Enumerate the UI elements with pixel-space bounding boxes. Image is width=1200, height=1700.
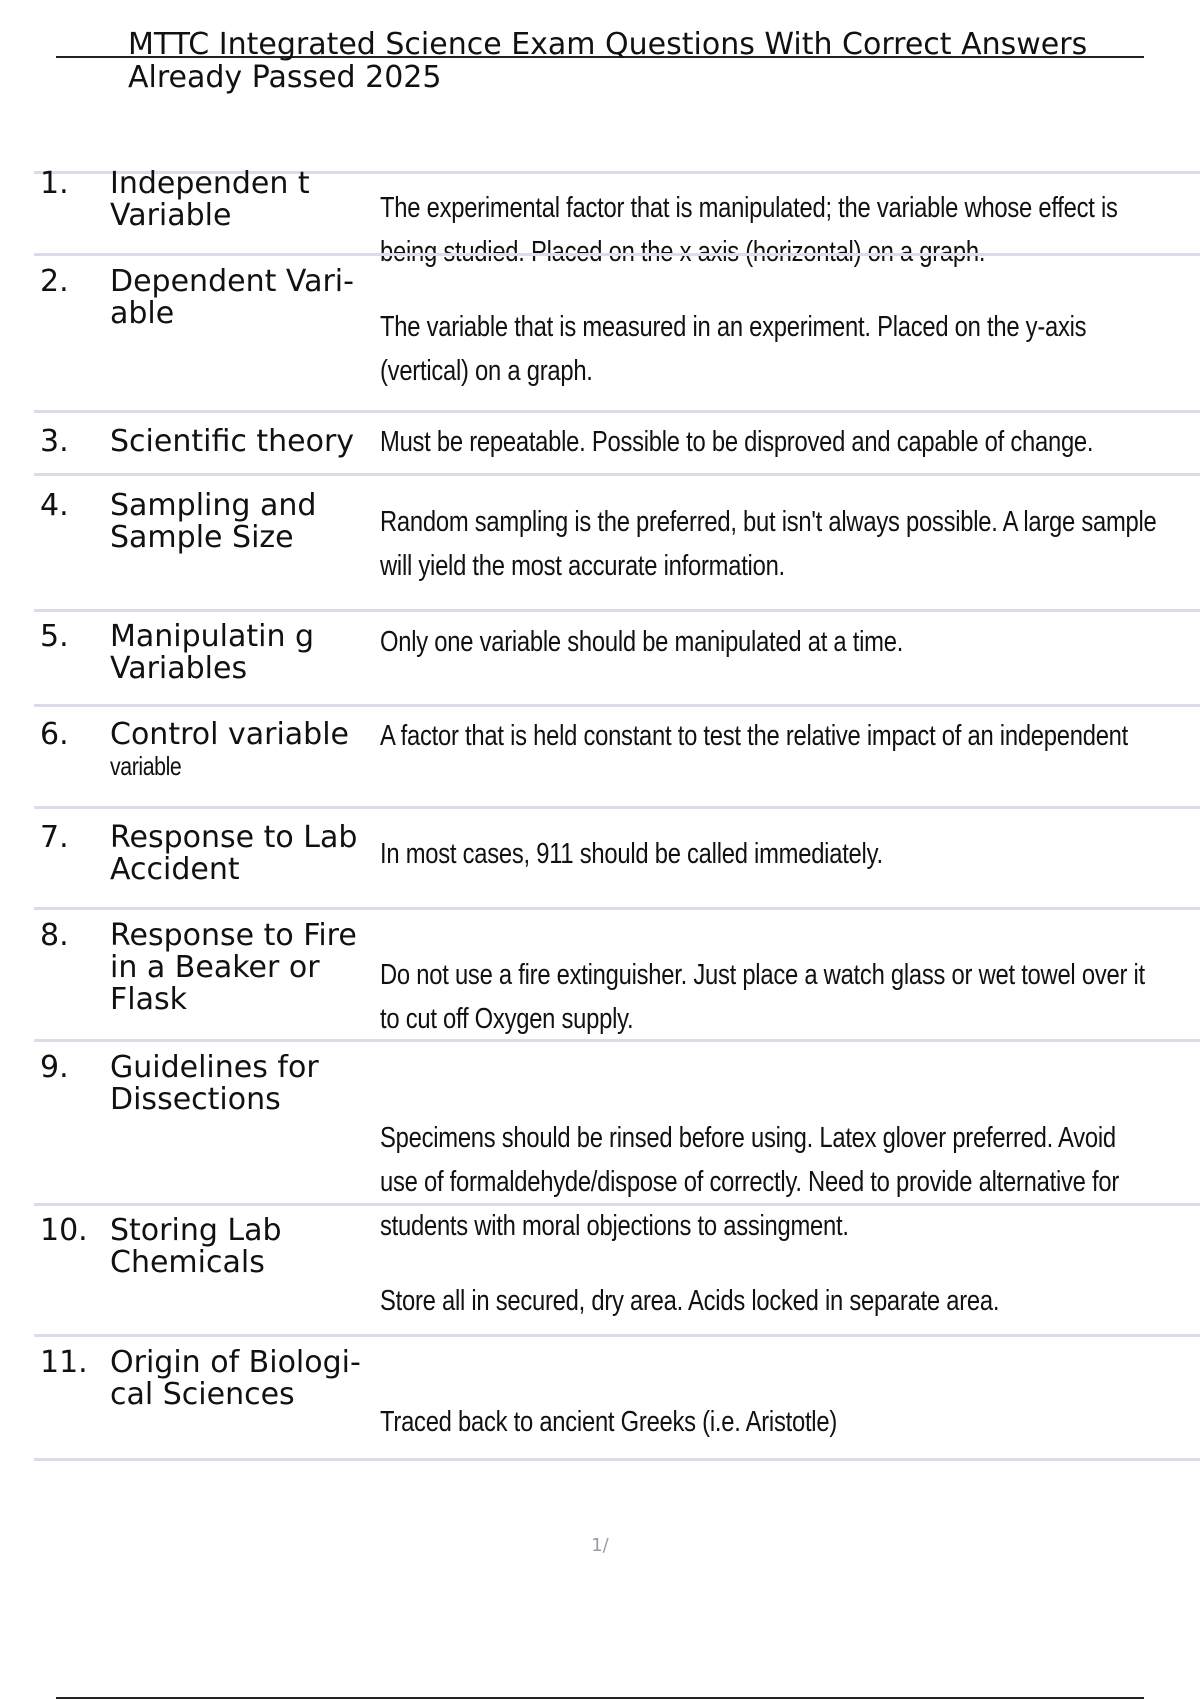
item-definition-text: Random sampling is the preferred, but isn't always possible. A large sample will yield the most accurate information. bbox=[380, 506, 1157, 582]
item-term: Sampling and Sample Size bbox=[110, 488, 317, 555]
item-number: 1. bbox=[40, 166, 69, 201]
item-definition bbox=[380, 420, 1160, 464]
item-number: 11. bbox=[40, 1345, 88, 1380]
row-divider bbox=[34, 1458, 1200, 1461]
item-definition bbox=[380, 500, 1160, 588]
item-definition bbox=[380, 953, 1160, 1041]
item-definition bbox=[380, 1400, 1160, 1444]
item-term: Guidelines for Dissections bbox=[110, 1050, 319, 1117]
page-number: 1/ bbox=[591, 1535, 609, 1556]
item-number: 8. bbox=[40, 918, 69, 953]
footer-rule bbox=[56, 1697, 1144, 1699]
item-definition bbox=[380, 714, 1200, 758]
row-divider bbox=[34, 473, 1200, 476]
item-term: Origin of Biologi- cal Sciences bbox=[110, 1345, 361, 1412]
item-number: 2. bbox=[40, 264, 69, 299]
row-divider bbox=[34, 1203, 1200, 1206]
item-definition-text: In most cases, 911 should be called immediately. bbox=[380, 838, 883, 870]
item-definition bbox=[380, 620, 1160, 664]
item-number: 10. bbox=[40, 1213, 88, 1248]
item-number: 7. bbox=[40, 820, 69, 855]
item-term: Manipulatin g Variables bbox=[110, 619, 315, 686]
item-definition-text: The experimental factor that is manipulated; the variable whose effect is being studied. Placed on the x axis (horizontal) on a graph. bbox=[380, 192, 1118, 268]
item-definition-text: The variable that is measured in an experiment. Placed on the y-axis (vertical) on a graph. bbox=[380, 311, 1087, 387]
row-divider bbox=[34, 609, 1200, 612]
item-term: Response to Lab Accident bbox=[110, 820, 358, 887]
page-title: MTTC Integrated Science Exam Questions With Correct Answers Already Passed 2025 bbox=[128, 27, 1088, 95]
item-definition-text: Store all in secured, dry area. Acids locked in separate area. bbox=[380, 1285, 1000, 1317]
item-term: Scientific theory bbox=[110, 424, 355, 459]
item-definition-text: A factor that is held constant to test the relative impact of an independent bbox=[380, 720, 1129, 752]
item-term: Response to Fire in a Beaker or Flask bbox=[110, 918, 357, 1017]
item-definition-text: Specimens should be rinsed before using. Latex glover preferred. Avoid use of formaldehyde/dispose of correctly. Need to provide alternative for students with moral objections to assingment. bbox=[380, 1122, 1119, 1242]
item-definition-text: Only one variable should be manipulated at a time. bbox=[380, 626, 904, 658]
item-definition-text: Do not use a fire extinguisher. Just place a watch glass or wet towel over it to cut off Oxygen supply. bbox=[380, 959, 1145, 1035]
item-definition-text: Traced back to ancient Greeks (i.e. Aristotle) bbox=[380, 1406, 837, 1438]
item-term: Dependent Vari- able bbox=[110, 264, 354, 331]
row-divider bbox=[34, 907, 1200, 910]
item-definition bbox=[380, 305, 1160, 393]
item-number: 3. bbox=[40, 424, 69, 459]
item-definition bbox=[380, 1279, 1160, 1323]
item-term-text: Control variable bbox=[110, 717, 350, 752]
item-term: Independen t Variable bbox=[110, 166, 310, 233]
row-divider bbox=[34, 704, 1200, 707]
item-term-overflow: variable bbox=[110, 751, 182, 781]
item-definition bbox=[380, 186, 1160, 274]
row-divider bbox=[34, 253, 1200, 256]
item-term bbox=[110, 719, 372, 781]
row-divider bbox=[34, 1334, 1200, 1337]
item-term: Storing Lab Chemicals bbox=[110, 1213, 282, 1280]
row-divider bbox=[34, 1039, 1200, 1042]
item-number: 9. bbox=[40, 1050, 69, 1085]
item-definition bbox=[380, 832, 1160, 876]
item-number: 4. bbox=[40, 488, 69, 523]
row-divider bbox=[34, 806, 1200, 809]
item-definition-text: Must be repeatable. Possible to be disproved and capable of change. bbox=[380, 426, 1094, 458]
item-number: 6. bbox=[40, 717, 69, 752]
item-number: 5. bbox=[40, 619, 69, 654]
row-divider bbox=[34, 410, 1200, 413]
item-definition bbox=[380, 1116, 1160, 1248]
